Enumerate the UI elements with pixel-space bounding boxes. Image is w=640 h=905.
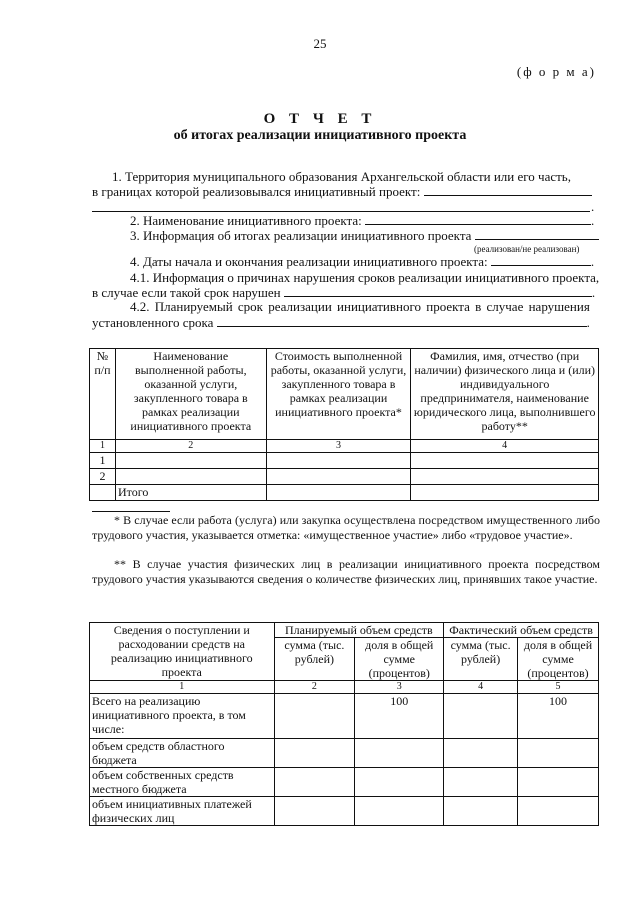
table-row <box>90 453 599 469</box>
document-title: О Т Ч Е Т <box>263 111 377 127</box>
funds-row-label: объем собственных средств местного бюджета <box>90 768 275 797</box>
funds-col-planned: Планируемый объем средств <box>274 623 444 638</box>
project-name-field[interactable] <box>365 213 591 225</box>
actual-sum-cell[interactable] <box>444 768 518 797</box>
result-note: (реализован/не реализован) <box>474 244 580 254</box>
document-subtitle: об итогах реализации инициативного проекта <box>173 128 467 143</box>
funds-col-numbers: 1 2 3 4 5 <box>90 681 599 694</box>
item-1-text: в границах которой реализовывался инициативный проект: <box>92 184 421 199</box>
works-col-name: Наименование выполненной работы, оказанной услуги, закупленного товара в рамках реализации инициативного проекта <box>115 349 266 440</box>
territory-field-line-2[interactable] <box>92 211 590 212</box>
item-41-line-2: в случае если такой срок нарушен . <box>92 285 596 300</box>
item-41-line-1: 4.1. Информация о причинах нарушения сроков реализации инициативного проекта, <box>130 270 600 285</box>
work-name-cell[interactable] <box>115 453 266 469</box>
result-field[interactable] <box>475 228 599 240</box>
item-1-line-1: 1. Территория муниципального образования Архангельской области или его часть, <box>112 169 571 184</box>
item-42-line-1: 4.2. Планируемый срок реализации инициативного проекта в случае нарушения <box>130 299 590 314</box>
item-42-line-2: установленного срока . <box>92 315 590 330</box>
item-3-text: 3. Информация об итогах реализации инициативного проекта <box>130 228 472 243</box>
total-executor-cell[interactable] <box>411 485 599 501</box>
funds-row-label: Всего на реализацию инициативного проекта, в том числе: <box>90 694 275 739</box>
row-number: 1 <box>90 453 116 469</box>
item-41-text: в случае если такой срок нарушен <box>92 285 281 300</box>
violation-reasons-field[interactable] <box>284 285 592 297</box>
actual-sum-cell[interactable] <box>444 797 518 826</box>
footnote-1: * В случае если работа (услуга) или закупка осуществлена посредством имущественного либо трудового участия, указывается отметка: «имущественное участие» либо «трудовое участие». <box>92 513 600 542</box>
work-name-cell[interactable] <box>115 469 266 485</box>
actual-sum-header: сумма (тыс. рублей) <box>444 638 518 681</box>
item-1-end: . <box>591 199 595 214</box>
planned-share-cell[interactable] <box>355 768 444 797</box>
page-number: 25 <box>313 36 327 51</box>
actual-share-header: доля в общей сумме (процентов) <box>518 638 599 681</box>
table-row <box>90 797 599 826</box>
footnote-2: ** В случае участия физических лиц в реализации инициативного проекта посредством трудового участия указываются сведения о количестве физических лиц, принявших такое участие. <box>92 557 600 586</box>
funds-row-label: объем средств областного бюджета <box>90 739 275 768</box>
actual-sum-cell[interactable] <box>444 694 518 739</box>
work-executor-cell[interactable] <box>411 453 599 469</box>
works-col-cost: Стоимость выполненной работы, оказанной услуги, закупленного товара в рамках реализации инициативного проекта* <box>266 349 411 440</box>
actual-share-cell[interactable] <box>518 739 599 768</box>
item-4-text: 4. Даты начала и окончания реализации инициативного проекта: <box>130 254 488 269</box>
table-row <box>90 739 599 768</box>
actual-sum-cell[interactable] <box>444 739 518 768</box>
planned-share-cell[interactable] <box>355 739 444 768</box>
actual-share-cell[interactable] <box>518 797 599 826</box>
dates-field[interactable] <box>491 254 591 266</box>
planned-sum-cell[interactable] <box>274 739 355 768</box>
funds-col-info: Сведения о поступлении и расходовании средств на реализацию инициативного проекта <box>90 623 275 681</box>
works-table <box>89 348 599 501</box>
total-cost-cell[interactable] <box>266 485 411 501</box>
planned-share-header: доля в общей сумме (процентов) <box>355 638 444 681</box>
works-col-numbers: 1 2 3 4 <box>90 440 599 453</box>
table-row <box>90 469 599 485</box>
item-2-line: 2. Наименование инициативного проекта: . <box>130 213 595 228</box>
funds-row-label: объем инициативных платежей физических лиц <box>90 797 275 826</box>
item-42-text: установленного срока <box>92 315 214 330</box>
planned-term-field[interactable] <box>217 315 587 327</box>
works-table-header <box>90 349 599 440</box>
item-4-line: 4. Даты начала и окончания реализации инициативного проекта: . <box>130 254 595 269</box>
footnote-separator <box>92 511 170 512</box>
works-col-executor: Фамилия, имя, отчество (при наличии) физического лица и (или) индивидуального предпринимателя, наименование юридического лица, выполнившего работу** <box>411 349 599 440</box>
table-row <box>90 768 599 797</box>
form-label: (ф о р м а) <box>516 64 596 79</box>
work-cost-cell[interactable] <box>266 469 411 485</box>
item-2-text: 2. Наименование инициативного проекта: <box>130 213 362 228</box>
item-3-line <box>130 228 599 243</box>
planned-sum-cell[interactable] <box>274 797 355 826</box>
planned-sum-cell[interactable] <box>274 768 355 797</box>
row-number: 2 <box>90 469 116 485</box>
actual-share-cell[interactable] <box>518 768 599 797</box>
work-executor-cell[interactable] <box>411 469 599 485</box>
funds-table <box>89 622 599 826</box>
work-cost-cell[interactable] <box>266 453 411 469</box>
total-label: Итого <box>115 485 266 501</box>
territory-field[interactable] <box>424 184 592 196</box>
planned-share-cell[interactable] <box>355 797 444 826</box>
planned-sum-cell[interactable] <box>274 694 355 739</box>
planned-share-cell[interactable]: 100 <box>355 694 444 739</box>
planned-sum-header: сумма (тыс. рублей) <box>274 638 355 681</box>
funds-col-actual: Фактический объем средств <box>444 623 599 638</box>
item-1-line-2 <box>92 184 592 199</box>
actual-share-cell[interactable]: 100 <box>518 694 599 739</box>
works-total-row <box>90 485 599 501</box>
table-row <box>90 694 599 739</box>
works-col-number: № п/п <box>90 349 116 440</box>
